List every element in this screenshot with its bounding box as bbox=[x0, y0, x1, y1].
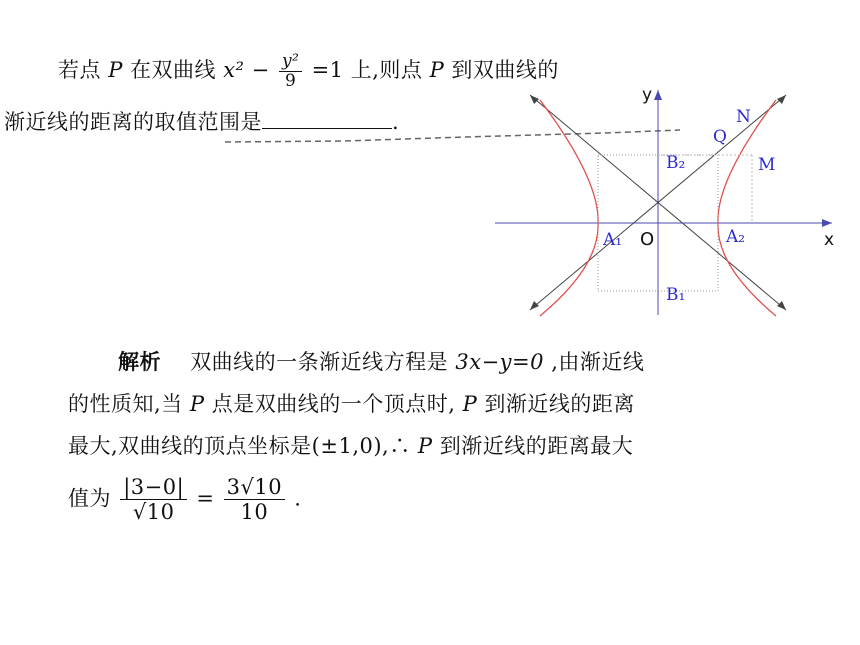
label-q: Q bbox=[713, 127, 727, 147]
solution-text: 的性质知,当 bbox=[68, 392, 183, 416]
period: . bbox=[294, 486, 302, 511]
solution-text: 值为 bbox=[68, 486, 111, 511]
question-text: 到双曲线的 bbox=[451, 58, 559, 83]
solution-line-2 bbox=[68, 388, 635, 418]
solution-text: 到渐近线的距离 bbox=[484, 392, 635, 416]
y-squared-over-nine bbox=[279, 52, 302, 91]
question-line-1 bbox=[58, 52, 559, 91]
solution-text: ,由渐近线 bbox=[551, 350, 645, 374]
solution-text: 到渐近线的距离最大 bbox=[439, 434, 634, 458]
fraction-numerator: 3√10 bbox=[224, 476, 285, 500]
equals-one: =1 bbox=[311, 58, 344, 83]
fraction-numerator: y² bbox=[279, 52, 302, 72]
point-p: P bbox=[429, 58, 445, 83]
x-axis-arrow bbox=[822, 219, 832, 227]
asymptote-arrow bbox=[777, 301, 786, 310]
fraction-denominator: 9 bbox=[285, 70, 297, 91]
fraction-numerator: |3−0| bbox=[120, 476, 187, 500]
fraction-denominator: √10 bbox=[132, 500, 175, 525]
point-p: P bbox=[108, 58, 123, 83]
axis-y-label: y bbox=[642, 85, 653, 105]
label-m: M bbox=[758, 155, 776, 175]
point-p: P bbox=[462, 392, 478, 416]
label-a2: A₂ bbox=[726, 227, 746, 247]
point-p: P bbox=[417, 434, 433, 458]
minus-sign: − bbox=[251, 58, 270, 83]
hyperbola-left-branch bbox=[540, 100, 598, 316]
solution-text: 最大,双曲线的顶点坐标是(±1,0),∴ bbox=[68, 434, 411, 458]
question-text: 上,则点 bbox=[350, 58, 423, 83]
fraction-distance bbox=[120, 476, 187, 524]
axis-x-label: x bbox=[824, 230, 835, 250]
fraction-denominator: 10 bbox=[240, 500, 269, 525]
solution-line-4 bbox=[68, 476, 301, 524]
solution-text: 双曲线的一条渐近线方程是 bbox=[190, 350, 449, 374]
asymptote-arrow bbox=[530, 95, 539, 104]
point-p: P bbox=[189, 392, 205, 416]
solution-text: 点是双曲线的一个顶点时, bbox=[211, 392, 456, 416]
label-a1: A₁ bbox=[603, 230, 623, 250]
label-b1: B₁ bbox=[666, 285, 686, 305]
asymptote-arrow bbox=[530, 301, 539, 310]
question-text: 在双曲线 bbox=[130, 58, 217, 83]
question-text: 若点 bbox=[58, 58, 101, 83]
question-text: 渐近线的距离的取值范围是 bbox=[4, 110, 262, 134]
label-b2: B₂ bbox=[666, 153, 686, 173]
solution-line-3 bbox=[68, 430, 633, 460]
solution-label: 解析 bbox=[118, 349, 161, 374]
label-n: N bbox=[736, 107, 751, 127]
fraction-result bbox=[224, 476, 285, 524]
y-axis-arrow bbox=[654, 90, 662, 100]
period: . bbox=[392, 110, 400, 134]
equals-sign: = bbox=[196, 486, 215, 511]
hyperbola-figure bbox=[490, 80, 840, 320]
solution-line-1 bbox=[118, 346, 644, 376]
asymptote-arrow bbox=[777, 95, 786, 104]
origin-label: O bbox=[640, 229, 655, 250]
x-squared: x² bbox=[223, 58, 245, 83]
asymptote-equation: 3x−y=0 bbox=[455, 350, 544, 374]
